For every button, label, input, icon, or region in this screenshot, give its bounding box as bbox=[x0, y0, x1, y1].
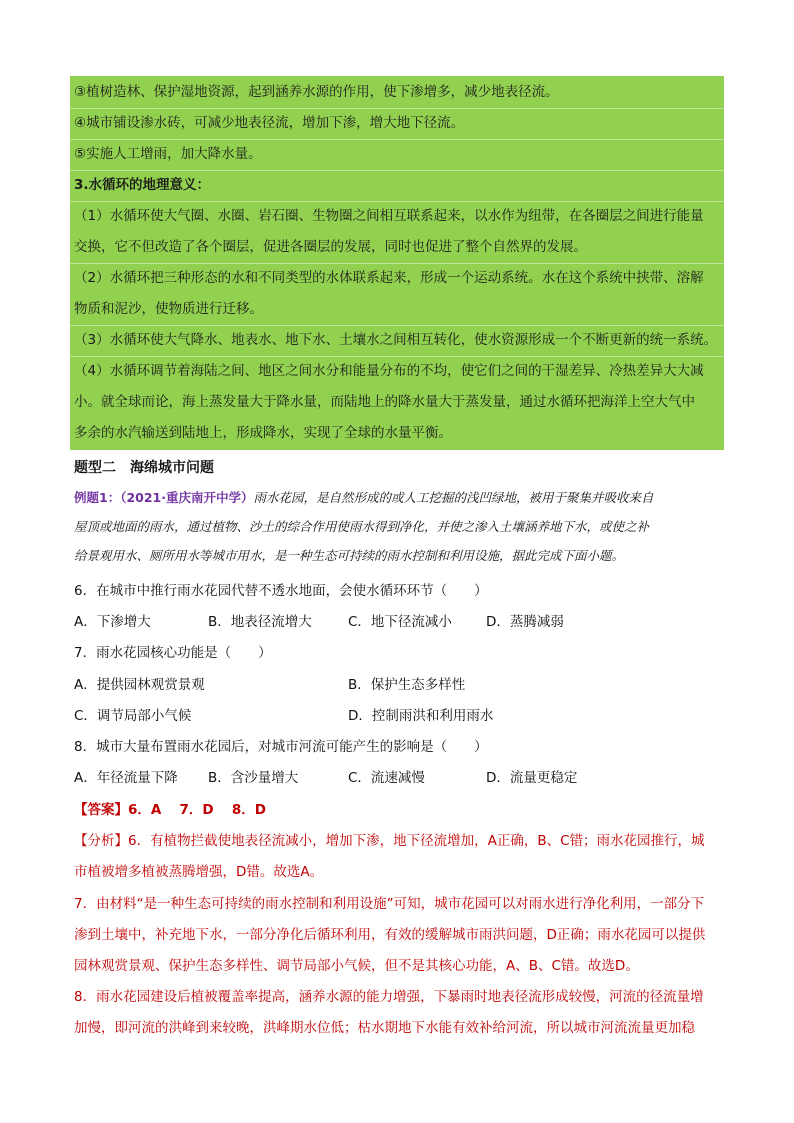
box-divider bbox=[70, 263, 724, 264]
question-option: C．地下径流减小 bbox=[348, 614, 452, 630]
question-option: A．下渗增大 bbox=[74, 614, 151, 630]
example-line: 给景观用水、厕所用水等城市用水，是一种生态可持续的雨水控制和利用设施，据此完成下面小题。 bbox=[74, 548, 625, 563]
box-divider bbox=[70, 356, 724, 357]
answer-line: 【答案】6．A 7．D 8．D bbox=[74, 802, 266, 818]
box-line: 多余的水汽输送到陆地上，形成降水，实现了全球的水量平衡。 bbox=[74, 425, 452, 441]
question-option: C．调节局部小气候 bbox=[74, 708, 192, 724]
analysis-line: 加慢，即河流的洪峰到来较晚，洪峰期水位低；枯水期地下水能有效补给河流，所以城市河流流量更加稳 bbox=[74, 1020, 695, 1036]
box-line: 物质和泥沙，使物质进行迁移。 bbox=[74, 301, 263, 317]
question-option: A．年径流量下降 bbox=[74, 770, 178, 786]
question-option: B．保护生态多样性 bbox=[348, 677, 466, 693]
example-line bbox=[74, 489, 654, 507]
analysis-line: 市植被增多植被蒸腾增强，D错。故选A。 bbox=[74, 864, 324, 880]
box-heading: 3.水循环的地理意义： bbox=[74, 177, 211, 193]
section-title: 题型二 海绵城市问题 bbox=[74, 460, 214, 476]
question-option: A．提供园林观赏景观 bbox=[74, 677, 205, 693]
question-option: B．含沙量增大 bbox=[208, 770, 299, 786]
box-line: 交换，它不但改造了各个圈层，促进各圈层的发展，同时也促进了整个自然界的发展。 bbox=[74, 239, 587, 255]
box-divider bbox=[70, 139, 724, 140]
box-line: 小。就全球而论，海上蒸发量大于降水量，而陆地上的降水量大于蒸发量，通过水循环把海洋上空大气中 bbox=[74, 394, 695, 410]
example-text: 雨水花园，是自然形成的或人工挖掘的浅凹绿地，被用于聚集并吸收来自 bbox=[253, 490, 654, 505]
box-line: ⑤实施人工增雨，加大降水量。 bbox=[74, 146, 262, 162]
box-line: （1）水循环使大气圈、水圈、岩石圈、生物圈之间相互联系起来，以水作为纽带，在各圈层之间进行能量 bbox=[74, 208, 704, 224]
question-option: B．地表径流增大 bbox=[208, 614, 312, 630]
box-divider bbox=[70, 325, 724, 326]
box-line: ④城市铺设渗水砖，可减少地表径流，增加下渗，增大地下径流。 bbox=[74, 115, 465, 131]
question-stem: 8．城市大量布置雨水花园后，对城市河流可能产生的影响是（ ） bbox=[74, 739, 488, 755]
question-option: C．流速减慢 bbox=[348, 770, 425, 786]
analysis-line: 园林观赏景观、保护生态多样性、调节局部小气候，但不是其核心功能，A、B、C错。故选D。 bbox=[74, 958, 639, 974]
example-line: 屋顶或地面的雨水，通过植物、沙土的综合作用使雨水得到净化，并使之渗入土壤涵养地下水，或使之补 bbox=[74, 519, 650, 534]
box-line: （4）水循环调节着海陆之间、地区之间水分和能量分布的不均，使它们之间的干湿差异、冷热差异大大减 bbox=[74, 363, 704, 379]
example-tag: 例题1：（2021·重庆南开中学） bbox=[74, 490, 254, 505]
analysis-line: 7．由材料“是一种生态可持续的雨水控制和利用设施”可知，城市花园可以对雨水进行净化利用，一部分下 bbox=[74, 896, 705, 912]
analysis-line: 8．雨水花园建设后植被覆盖率提高，涵养水源的能力增强，下暴雨时地表径流形成较慢，河流的径流量增 bbox=[74, 989, 704, 1005]
question-option: D．控制雨洪和利用雨水 bbox=[348, 708, 494, 724]
box-line: （2）水循环把三种形态的水和不同类型的水体联系起来，形成一个运动系统。水在这个系统中挟带、溶解 bbox=[74, 270, 704, 286]
question-stem: 7．雨水花园核心功能是（ ） bbox=[74, 645, 272, 661]
box-divider bbox=[70, 108, 724, 109]
question-option: D．蒸腾减弱 bbox=[486, 614, 564, 630]
box-divider bbox=[70, 170, 724, 171]
box-line: ③植树造林、保护湿地资源，起到涵养水源的作用，使下渗增多，减少地表径流。 bbox=[74, 84, 559, 100]
box-line: （3）水循环使大气降水、地表水、地下水、土壤水之间相互转化，使水资源形成一个不断更新的统一系统。 bbox=[74, 332, 718, 348]
question-stem: 6．在城市中推行雨水花园代替不透水地面，会使水循环环节（ ） bbox=[74, 583, 488, 599]
box-divider bbox=[70, 201, 724, 202]
analysis-line: 渗到土壤中，补充地下水，一部分净化后循环利用，有效的缓解城市雨洪问题，D正确；雨水花园可以提供 bbox=[74, 927, 706, 943]
analysis-line: 【分析】6．有植物拦截使地表径流减小，增加下渗，地下径流增加，A正确，B、C错；雨水花园推行，城 bbox=[74, 833, 705, 849]
question-option: D．流量更稳定 bbox=[486, 770, 578, 786]
